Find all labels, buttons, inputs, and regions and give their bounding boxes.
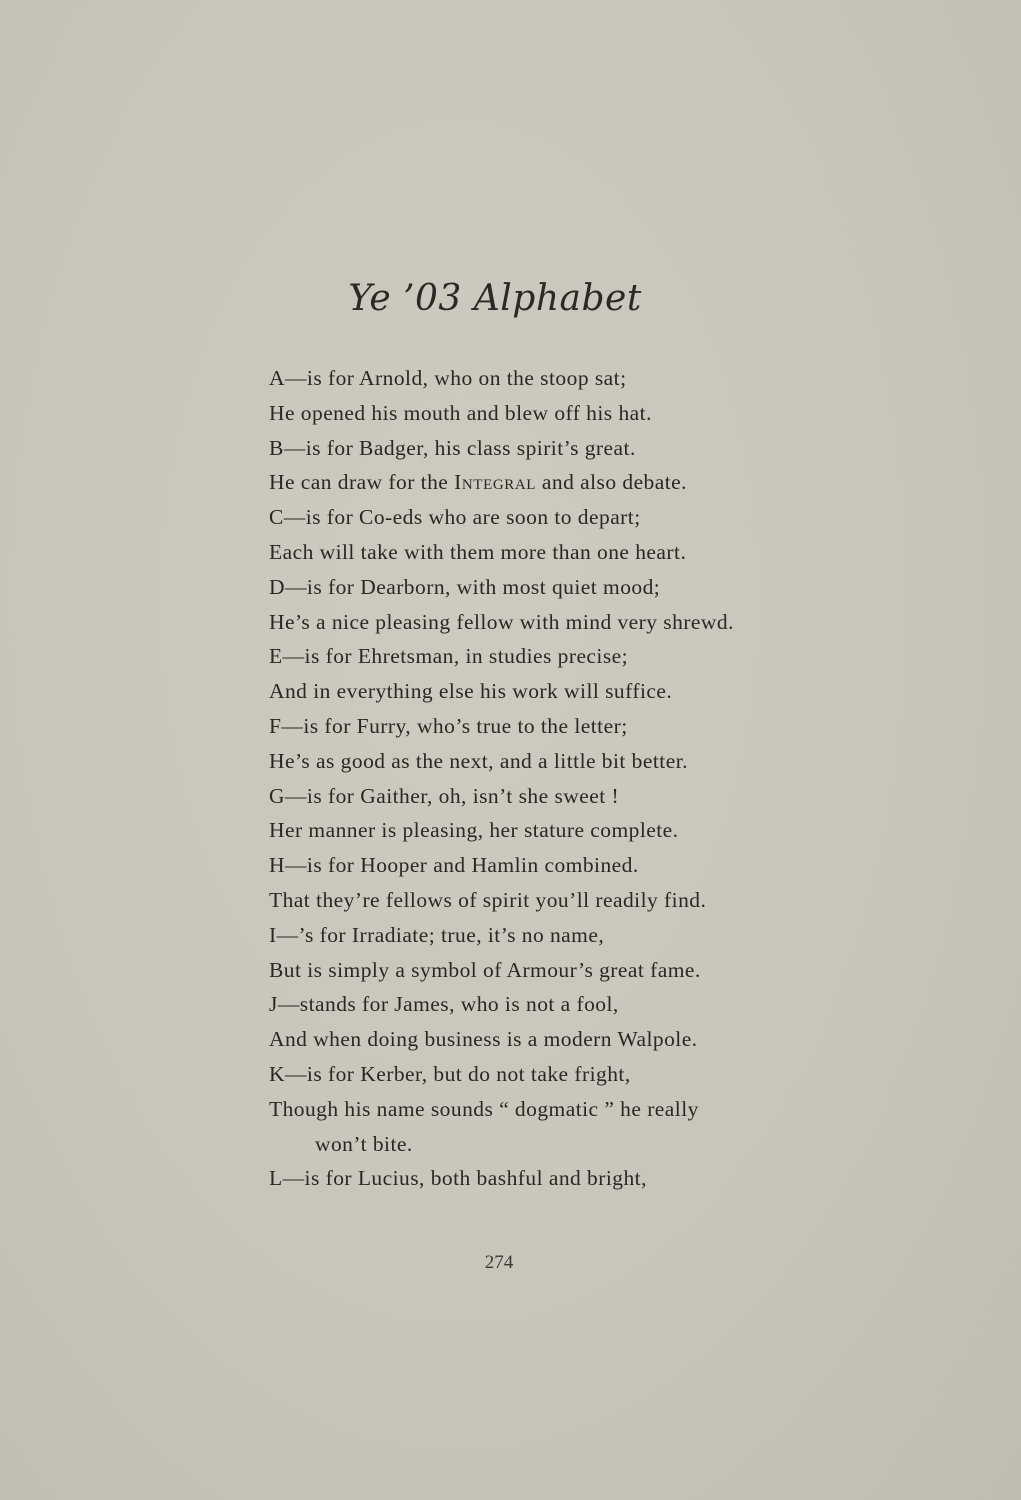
poem-line-end: and also debate. xyxy=(536,470,687,495)
poem-line: Though his name sounds “ dogmatic ” he really xyxy=(269,1096,699,1121)
poem-line: But is simply a symbol of Armour’s great fame. xyxy=(269,957,701,982)
poem-line-continuation: won’t bite. xyxy=(315,1131,413,1156)
poem-line: G—is for Gaither, oh, isn’t she sweet ! xyxy=(269,783,620,808)
poem-line: That they’re fellows of spirit you’ll readily find. xyxy=(269,887,707,912)
poem-line: D—is for Dearborn, with most quiet mood; xyxy=(269,574,661,599)
poem-line: A—is for Arnold, who on the stoop sat; xyxy=(269,366,627,390)
poem-line: L—is for Lucius, both bashful and bright, xyxy=(269,1166,647,1191)
poem-line: H—is for Hooper and Hamlin combined. xyxy=(269,853,639,878)
poem-line: Each will take with them more than one heart. xyxy=(269,539,687,564)
poem-line: He’s as good as the next, and a little bit better. xyxy=(269,748,688,773)
poem-line: He opened his mouth and blew off his hat. xyxy=(269,400,652,425)
poem-line: Her manner is pleasing, her stature complete. xyxy=(269,818,679,843)
poem-line: And in everything else his work will suffice. xyxy=(269,679,673,704)
poem-line xyxy=(269,465,734,500)
poem-line: E—is for Ehretsman, in studies precise; xyxy=(269,644,629,669)
poem-line-start: He can draw for the xyxy=(269,470,455,495)
poem-title: Ye ’03 Alphabet xyxy=(348,278,642,319)
poem-line: C—is for Co-eds who are soon to depart; xyxy=(269,505,641,530)
page-number: 274 xyxy=(484,1252,514,1273)
poem-line: And when doing business is a modern Walpole. xyxy=(269,1027,698,1052)
poem-line: F—is for Furry, who’s true to the letter; xyxy=(269,713,628,738)
poem-body xyxy=(269,361,734,1196)
poem-line: K—is for Kerber, but do not take fright, xyxy=(269,1061,631,1086)
poem-line: I—’s for Irradiate; true, it’s no name, xyxy=(269,922,605,947)
poem-line: J—stands for James, who is not a fool, xyxy=(269,992,619,1017)
integral-smallcaps: Integral xyxy=(454,470,537,495)
poem-line: B—is for Badger, his class spirit’s great. xyxy=(269,435,636,460)
poem-line: He’s a nice pleasing fellow with mind very shrewd. xyxy=(269,609,734,634)
